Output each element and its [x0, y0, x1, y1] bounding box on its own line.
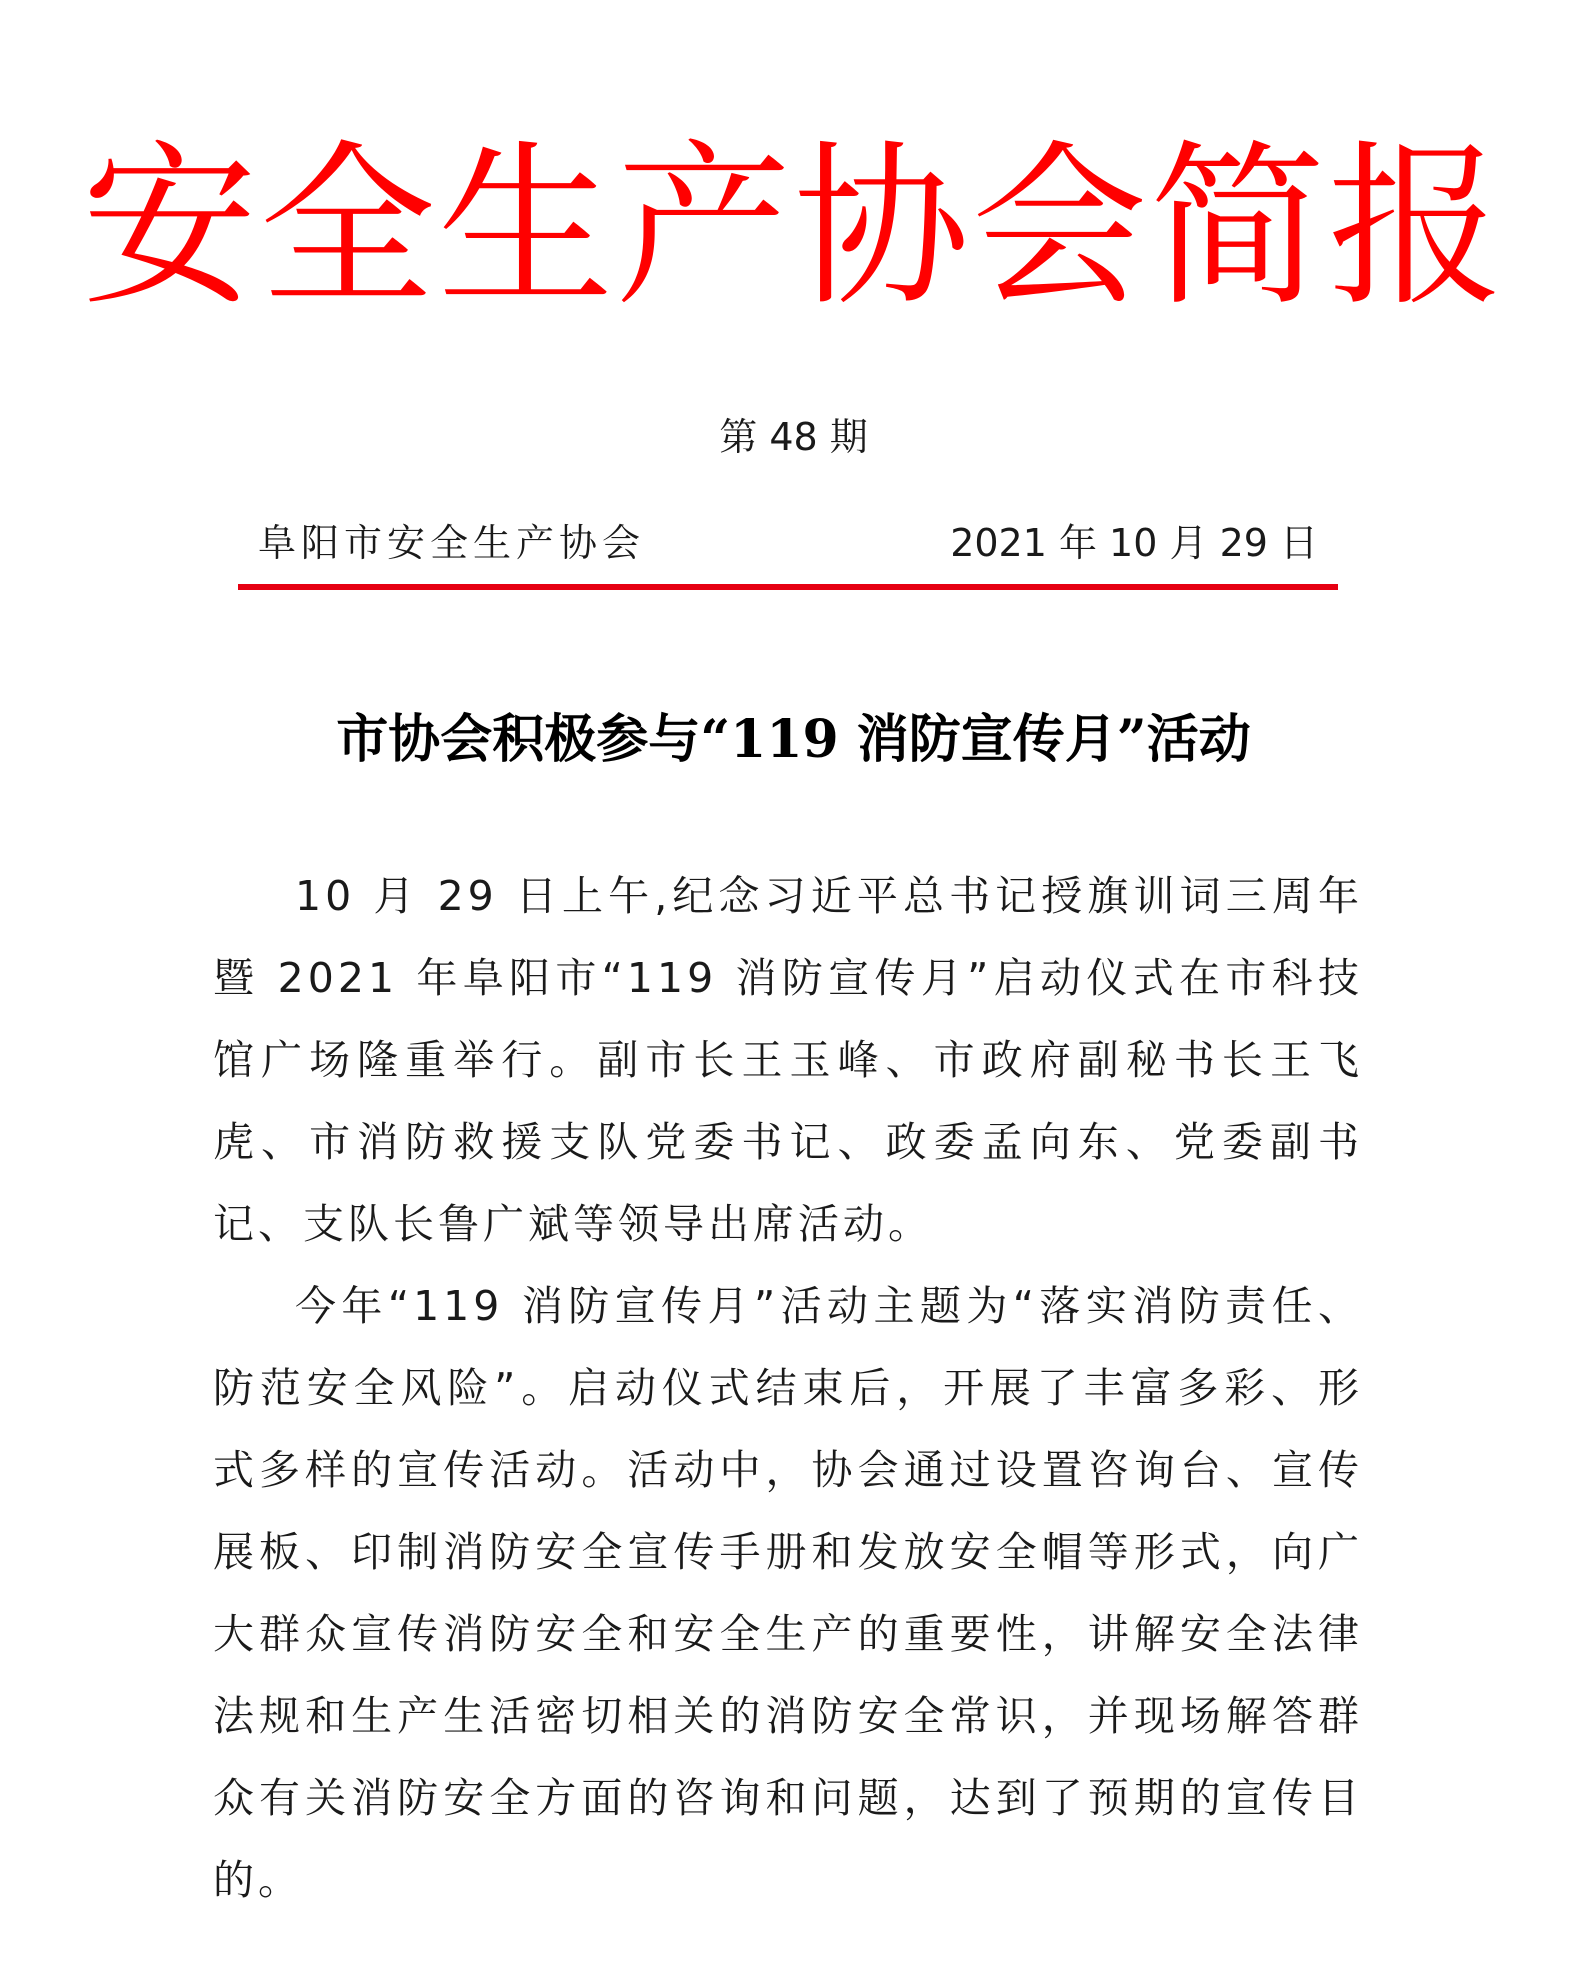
issue-number: 第 48 期 [719, 415, 868, 459]
masthead-title: 安全生产协会简报 [81, 125, 1506, 330]
publish-date: 2021 年 10 月 29 日 [950, 521, 1318, 565]
red-divider [238, 584, 1338, 590]
publisher-name: 阜阳市安全生产协会 [258, 521, 646, 565]
meta-row [258, 513, 1318, 573]
paragraph-1: 10 月 29 日上午,纪念习近平总书记授旗训词三周年暨 2021 年阜阳市“119 消防宣传月”启动仪式在市科技馆广场隆重举行。副市长王玉峰、市政府副秘书长王飞虎、市消防救援支队党委书记、政委孟向东、党委副书记、支队长鲁广斌等领导出席活动。 [213, 872, 1363, 1248]
article-title: 市协会积极参与“119 消防宣传月”活动 [336, 709, 1251, 770]
article-body [213, 855, 1363, 1921]
paragraph-2: 今年“119 消防宣传月”活动主题为“落实消防责任、防范安全风险”。启动仪式结束后，开展了丰富多彩、形式多样的宣传活动。活动中，协会通过设置咨询台、宣传展板、印制消防安全宣传手册和发放安全帽等形式，向广大群众宣传消防安全和安全生产的重要性，讲解安全法律法规和生产生活密切相关的消防安全常识，并现场解答群众有关消防安全方面的咨询和问题，达到了预期的宣传目的。 [213, 1282, 1363, 1904]
